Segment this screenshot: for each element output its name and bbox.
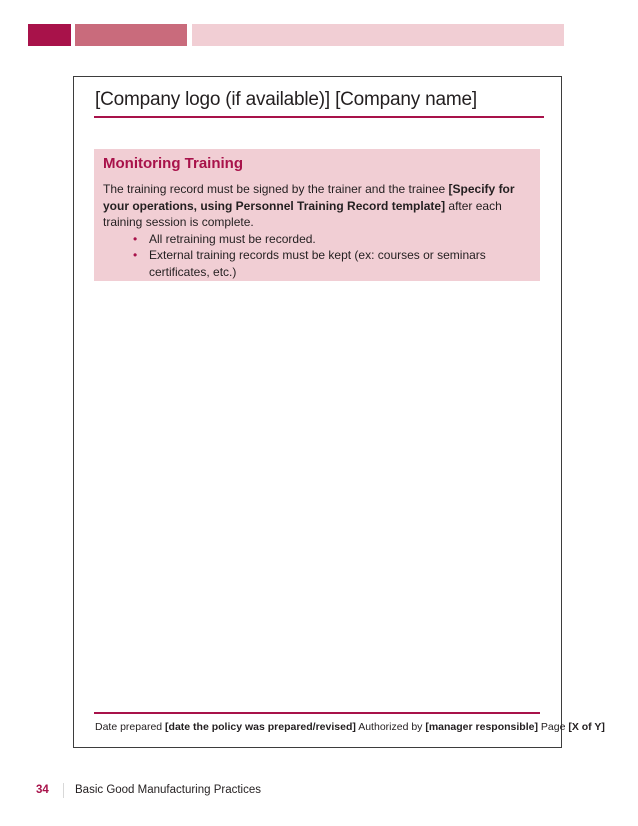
page-placeholder: [X of Y] [568, 721, 605, 733]
date-label: Date prepared [95, 721, 166, 733]
body-text-after: after each training session is complete. [103, 198, 502, 229]
monitoring-training-callout [94, 149, 540, 281]
header-band-mid [75, 24, 187, 46]
callout-heading: Monitoring Training [103, 155, 243, 172]
footer-rule [94, 712, 540, 714]
header-band-dark [28, 24, 71, 46]
list-item [131, 247, 530, 280]
running-title: Basic Good Manufacturing Practices [75, 784, 262, 796]
bullet-list [103, 231, 530, 281]
list-item [131, 231, 530, 248]
title-rule [94, 116, 544, 118]
header-band-light [192, 24, 564, 46]
page-divider [63, 783, 64, 798]
page-label: Page [537, 721, 569, 733]
body-text-before: The training record must be signed by the trainer and the trainee [103, 182, 449, 196]
footer-line [95, 721, 605, 733]
manager-placeholder: [manager responsible] [425, 721, 538, 733]
bullet-icon: • [133, 231, 138, 246]
list-item-text: All retraining must be recorded. [149, 231, 316, 246]
list-item-text: External training records must be kept (ex: courses or seminars certificates, etc.) [149, 248, 486, 279]
authorized-label: Authorized by [355, 721, 426, 733]
company-title: [Company logo (if available)] [Company name] [95, 89, 477, 110]
callout-body [103, 181, 530, 231]
bullet-icon: • [133, 248, 138, 262]
body-placeholder: [Specify for your operations, using Personnel Training Record template] [103, 182, 515, 213]
page-number: 34 [36, 784, 49, 796]
date-placeholder: [date the policy was prepared/revised] [165, 721, 356, 733]
